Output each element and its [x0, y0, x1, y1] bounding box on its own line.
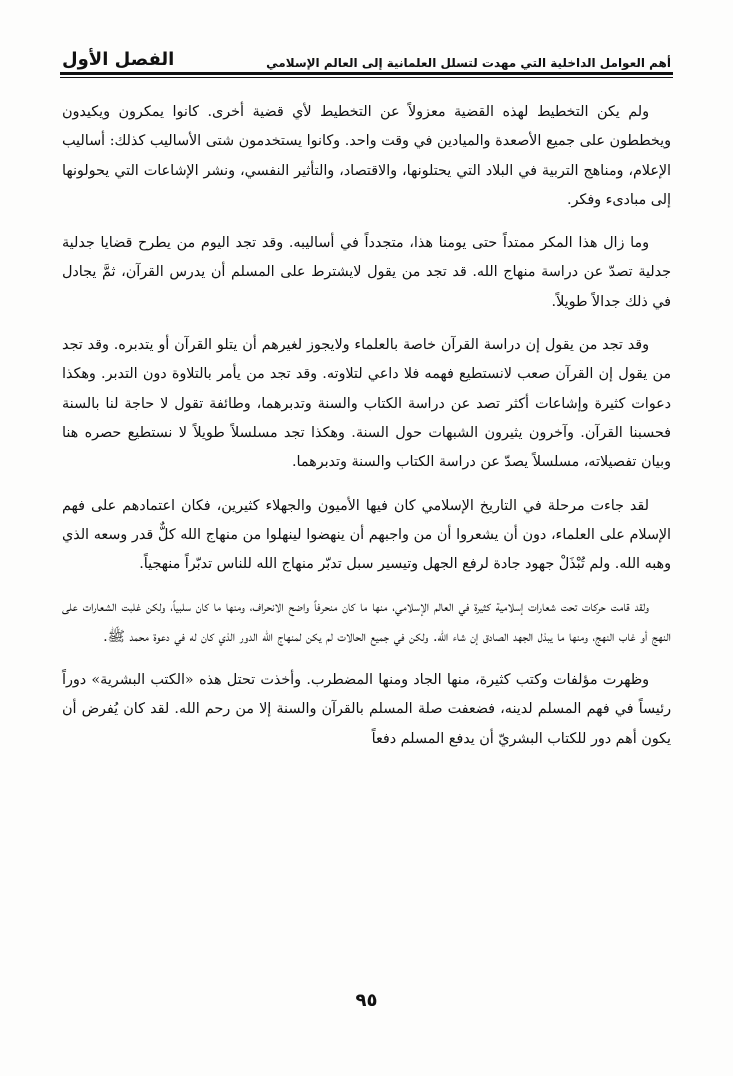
body-text [62, 98, 671, 768]
paragraph: وما زال هذا المكر ممتداً حتى يومنا هذا، متجدداً في أساليبه. وقد تجد اليوم من يطرح قضايا جدلية جدلية تصدّ عن دراسة منهاج الله. قد تجد من يقول لايشترط على المسلم أن يدرس القرآن، ثمَّ يجادل في ذلك جدالاً طويلاً. [62, 235, 671, 310]
header-rule-thick [60, 72, 673, 75]
chapter-label: الفصل الأول [62, 49, 175, 70]
paragraph: ولقد قامت حركات تحت شعارات إسلامية كثيرة في العالم الإسلامي، منها ما كان منحرفاً واضح الانحراف، ومنها ما كان سلبياً، ولكن غلبت الشعارات على النهج أو غاب النهج، ومنها ما يبذل الجهد الصادق إن شاء الله. ولكن في جميع الحالات لم يكن لمنهاج الله الدور الذي كان له في دعوة محمد ﷺ. [62, 599, 671, 645]
paragraph: وظهرت مؤلفات وكتب كثيرة، منها الجاد ومنها المضطرب. وأخذت تحتل هذه «الكتب البشرية» دوراً رئيساً في فهم المسلم لدينه، فضعفت صلة المسلم بالقرآن والسنة إلا من رحم الله. لقد كان يُفرض أن يكون أهم دور للكتاب البشريّ أن يدفع المسلم دفعاً [62, 672, 671, 747]
page-header [62, 30, 671, 76]
header-rule-thin [60, 77, 673, 78]
running-title: أهم العوامل الداخلية التي مهدت لتسلل العلمانية إلى العالم الإسلامي [266, 56, 671, 70]
paragraph: ولم يكن التخطيط لهذه القضية معزولاً عن التخطيط لأي قضية أخرى. كانوا يمكرون ويكيدون ويخططون على جميع الأصعدة والميادين في وقت واحد. وكانوا يستخدمون شتى الأساليب كذلك: أساليب الإعلام، ومناهج التربية في البلاد التي يحتلونها، والاقتصاد، والتأثير النفسي، ونشر الإشاعات التي يحولونها إلى مبادىء وفكر. [62, 104, 671, 208]
paragraph: لقد جاءت مرحلة في التاريخ الإسلامي كان فيها الأميون والجهلاء كثيرين، فكان اعتمادهم على فهم الإسلام على العلماء، دون أن يشعروا أن من واجبهم أن ينهضوا لينهلوا من منهاج الله كلٌّ قدر وسعه الذي وهبه الله. ولم تُبْذَلْ جهود جادة لرفع الجهل وتيسير سبل تدبّر منهاج الله للناس تدبّراً منهجياً. [62, 497, 671, 573]
page-number: ٩٥ [355, 990, 378, 1011]
paragraph: وقد تجد من يقول إن دراسة القرآن خاصة بالعلماء ولايجوز لغيرهم أن يتلو القرآن أو يتدبره. وقد تجد من يقول إن القرآن صعب لانستطيع فهمه فلا داعي لتلاوته. وقد تجد من يأمر بالتلاوة دون التدبر. وهكذا دعوات كثيرة وإشاعات أكثر تصد عن دراسة الكتاب والسنة وتدبرهما، وطائفة تقول لا حاجة لنا بالسنة فحسبنا القرآن. وآخرون يثيرون الشبهات حول السنة. وهكذا تجد مسلسلاً طويلاً لا نستطيع حصره هنا وبيان تفصيلاته، مسلسلاً يصدّ عن دراسة الكتاب والسنة وتدبرهما. [62, 337, 671, 471]
